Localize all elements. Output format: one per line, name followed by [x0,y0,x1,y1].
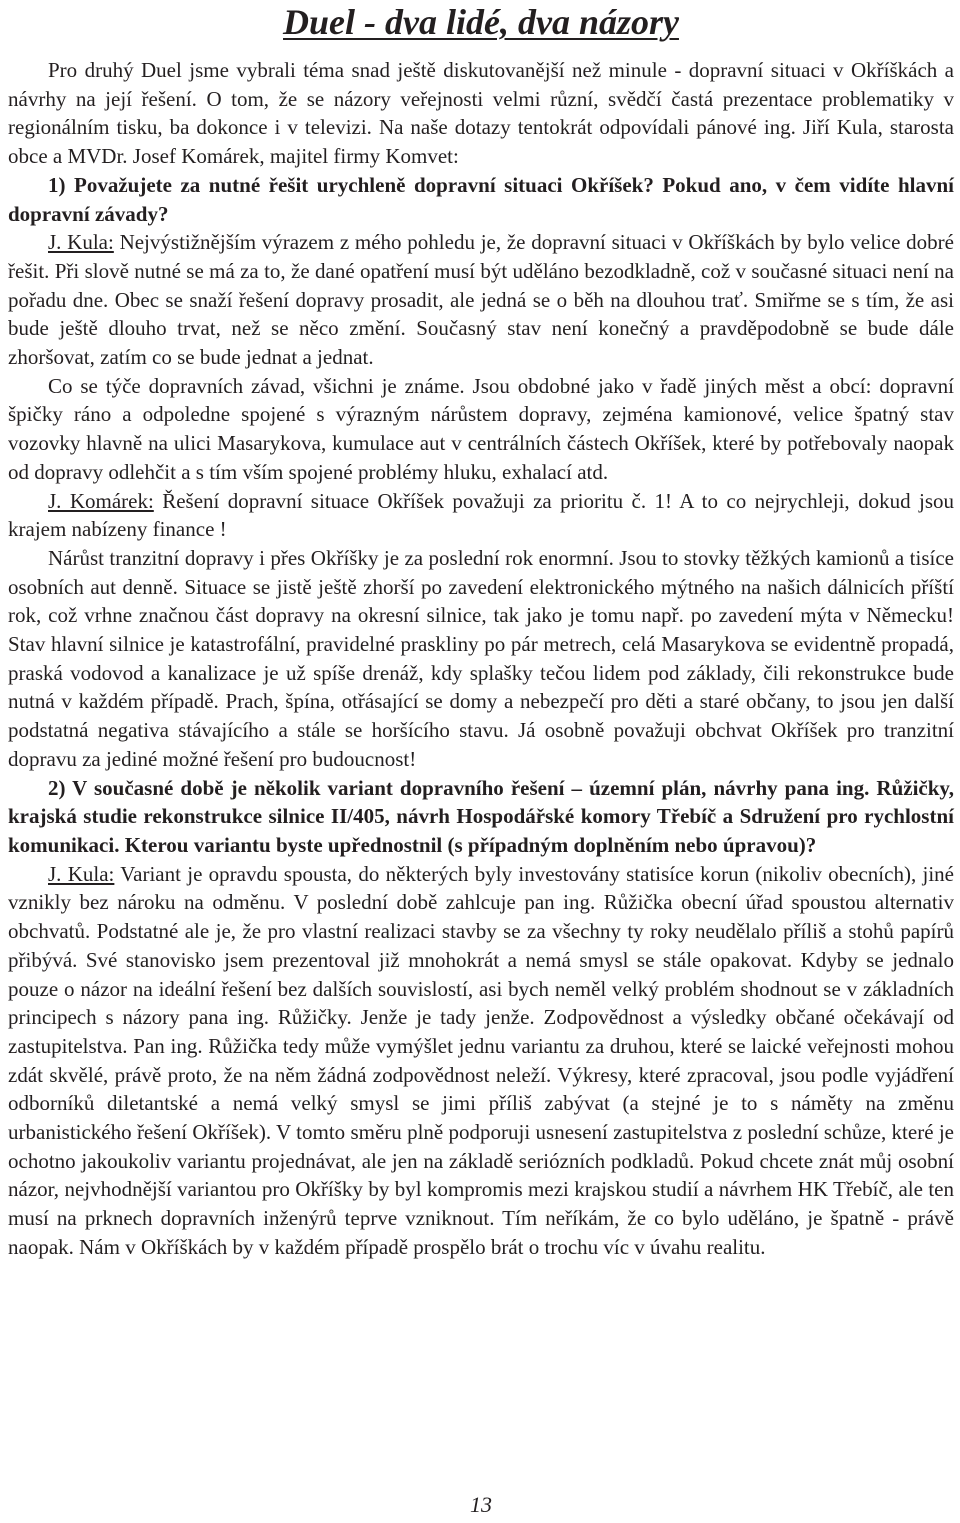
speaker-komarek: J. Komárek: [48,488,154,513]
answer-2-kula-text: Variant je opravdu spousta, do některých byly investovány statisíce korun (nikoliv obecních), jiné vznikly bez nároku na odměnu. V poslední době zahlcuje pan ing. Růžička obecní úřad spoustou alternativ obchvatů. Podstatné ale je, že pro vlastní realizaci stavby se za všechny ty roky neudělalo příliš a stohů papírů přibývá. Své stanovisko jsem prezentoval již mnohokrát a nemá smysl se stále opakovat. Kdyby se jednalo pouze o názor na ideální řešení bez dalších souvislostí, asi bych neměl velký problém shodnout se v základních principech s názory pana ing. Růžičky. Jenže je tady jenže. Zodpovědnost a výsledky občané očekávají od zastupitelstva. Pan ing. Růžička tedy může vymýšlet jednu variantu za druhou, které se laické veřejnosti mohou zdát skvělé, právě proto, že na něm žádná zodpovědnost neleží. Výkresy, které zpracoval, jsou podle vyjádření odborníků diletantské a nemá velký smysl se jimi příliš zabývat (a stejné je to s náměty na změnu urbanistického řešení Okříšek). V tomto směru plně podporuji usnesení zastupitelstva z poslední schůze, které je ochotno jakoukoliv variantu projednávat, ale jen na základě seriózních podkladů. Pokud chcete znát můj osobní názor, nejvhodnější variantou pro Okříšky by byl kompromis mezi krajskou studií a návrhem HK Třebíč, ale ten musí na prknech dopravních inženýrů teprve vzniknout. Tím neříkám, že co bylo uděláno, je špatně - právě naopak. Nám v Okříškách by v každém případě prospělo brát o trochu víc v úvahu realitu. [8,861,954,1259]
answer-1-kula-continued: Co se týče dopravních závad, všichni je známe. Jsou obdobné jako v řadě jiných měst a obcí: dopravní špičky ráno a odpoledne spojené s výrazným nárůstem dopravy, zejména kamionové, velice špatný stav vozovky hlavně na ulici Masarykova, kumulace aut v centrálních částech Okříšek, které by potřebovaly naopak od dopravy odlehčit a s tím vším spojené problémy hluku, exhalací atd. [8,373,954,484]
article-title: Duel - dva lidé, dva názory [283,2,679,42]
speaker-kula: J. Kula: [48,230,114,255]
answer-1-komarek [8,487,954,544]
document-page [8,0,954,1523]
answer-1-komarek-continued: Nárůst tranzitní dopravy i přes Okříšky je za poslední rok enormní. Jsou to stovky těžkých kamionů a tisíce osobních aut denně. Situace se jistě ještě zhorší po zavedení elektronického mýtného na našich dálnicích příští rok, což vrhne značnou část dopravy na okresní silnice, tak jako je tomu např. po zavedení mýta v Německu! Stav hlavní silnice je katastrofální, pravidelné praskliny po pár metrech, celá Masarykova se evidentně propadá, praská vodovod a kanalizace je už spíše drenáž, kdy splašky tečou lidem pod základy, čili rekonstrukce bude nutná v každém případě. Prach, špína, otřásající se domy a nebezpečí pro děti a staré občany, to jsou jen další podstatná negativa stávajícího a stále se horšícího stavu. Já osobně považuji obchvat Okříšek pro tranzitní dopravu za jediné možné řešení pro budoucnost! [8,545,954,771]
answer-2-kula [8,860,954,1262]
article-body [8,56,954,1262]
question-1: 1) Považujete za nutné řešit urychleně dopravní situaci Okříšek? Pokud ano, v čem vidíte hlavní dopravní závady? [8,172,954,226]
intro-paragraph: Pro druhý Duel jsme vybrali téma snad ještě diskutovanější než minule - dopravní situaci v Okříškách a návrhy na její řešení. O tom, že se názory veřejnosti velmi různí, svědčí častá prezentace problematiky v regionálním tisku, ba dokonce i v televizi. Na naše dotazy tentokrát odpovídali pánové ing. Jiří Kula, starosta obce a MVDr. Josef Komárek, majitel firmy Komvet: [8,58,954,169]
answer-1-komarek-text: Řešení dopravní situace Okříšek považuji za prioritu č. 1! A to co nejrychleji, dokud jsou krajem nabízeny finance ! [8,488,954,542]
question-2: 2) V současné době je několik variant dopravního řešení – územní plán, návrhy pana ing. Růžičky, krajská studie rekonstrukce silnice II/405, návrh Hospodářské komory Třebíč a Sdružení pro rychlostní komunikaci. Kterou variantu byste upřednostnil (s případným doplněním nebo úpravou)? [8,775,954,857]
answer-1-kula [8,228,954,372]
page-number: 13 [470,1492,492,1517]
answer-1-kula-text: Nejvýstižnějším výrazem z mého pohledu je, že dopravní situaci v Okříškách by bylo velice dobré řešit. Při slově nutné se má za to, že dané opatření musí být uděláno bezodkladně, což v současné situaci není na pořadu dne. Obec se snaží řešení dopravy prosadit, ale jedná se o běh na dlouhou trať. Smiřme se s tím, že asi bude ještě dlouho trvat, než se něco změní. Současný stav není konečný a pravděpodobně se bude dále zhoršovat, zatím co se bude jednat a jednat. [8,230,954,370]
speaker-kula-2: J. Kula: [48,861,115,886]
